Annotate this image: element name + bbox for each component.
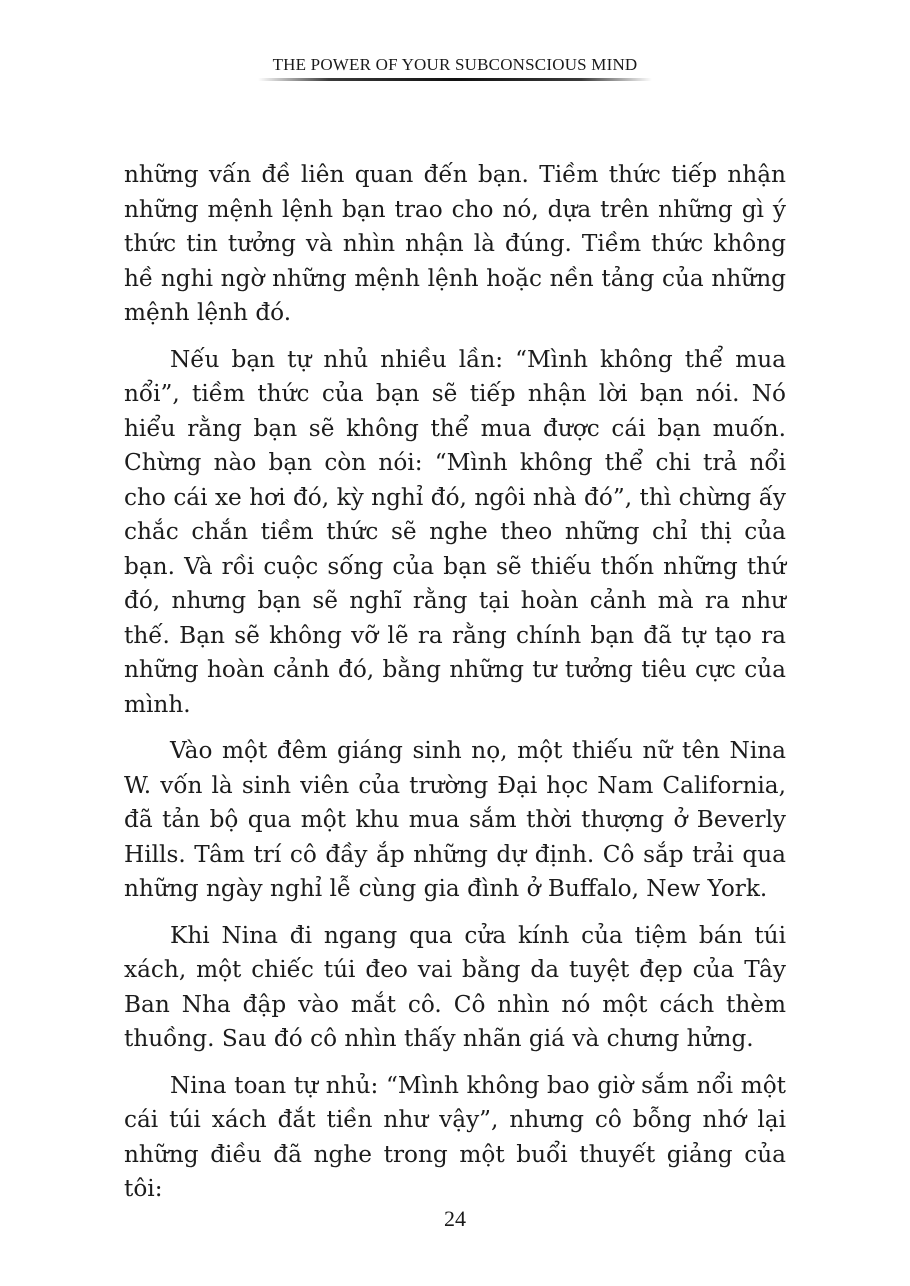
paragraph-continued: những vấn đề liên quan đến bạn. Tiềm thức tiếp nhận những mệnh lệnh bạn trao cho nó, dựa trên những gì ý thức tin tưởng và nhìn nhận là đúng. Tiềm thức không hề nghi ngờ những mệnh lệnh hoặc nền tảng của những mệnh lệnh đó.: [124, 161, 786, 326]
paragraph: Khi Nina đi ngang qua cửa kính của tiệm bán túi xách, một chiếc túi đeo vai bằng da tuyệt đẹp của Tây Ban Nha đập vào mắt cô. Cô nhìn nó một cách thèm thuồng. Sau đó cô nhìn thấy nhãn giá và chưng hửng.: [124, 921, 786, 1052]
paragraph: Vào một đêm giáng sinh nọ, một thiếu nữ tên Nina W. vốn là sinh viên của trường Đại học Nam California, đã tản bộ qua một khu mua sắm thời thượng ở Beverly Hills. Tâm trí cô đầy ắp những dự định. Cô sắp trải qua những ngày nghỉ lễ cùng gia đình ở Buffalo, New York.: [124, 737, 786, 902]
running-header: [0, 54, 910, 76]
paragraph: Nina toan tự nhủ: “Mình không bao giờ sắm nổi một cái túi xách đắt tiền như vậy”, nhưng cô bỗng nhớ lại những điều đã nghe trong một buổi thuyết giảng của tôi:: [124, 1071, 786, 1202]
header-divider: [258, 78, 652, 81]
book-title: THE POWER OF YOUR SUBCONSCIOUS MIND: [272, 55, 638, 74]
paragraph: Nếu bạn tự nhủ nhiều lần: “Mình không thể mua nổi”, tiềm thức của bạn sẽ tiếp nhận lời bạn nói. Nó hiểu rằng bạn sẽ không thể mua được cái bạn muốn. Chừng nào bạn còn nói: “Mình không thể chi trả nổi cho cái xe hơi đó, kỳ nghỉ đó, ngôi nhà đó”, thì chừng ấy chắc chắn tiềm thức sẽ nghe theo những chỉ thị của bạn. Và rồi cuộc sống của bạn sẽ thiếu thốn những thứ đó, nhưng bạn sẽ nghĩ rằng tại hoàn cảnh mà ra như thế. Bạn sẽ không vỡ lẽ ra rằng chính bạn đã tự tạo ra những hoàn cảnh đó, bằng những tư tưởng tiêu cực của mình.: [124, 345, 786, 718]
body-text: [124, 158, 786, 1219]
page-number: 24: [444, 1206, 466, 1231]
